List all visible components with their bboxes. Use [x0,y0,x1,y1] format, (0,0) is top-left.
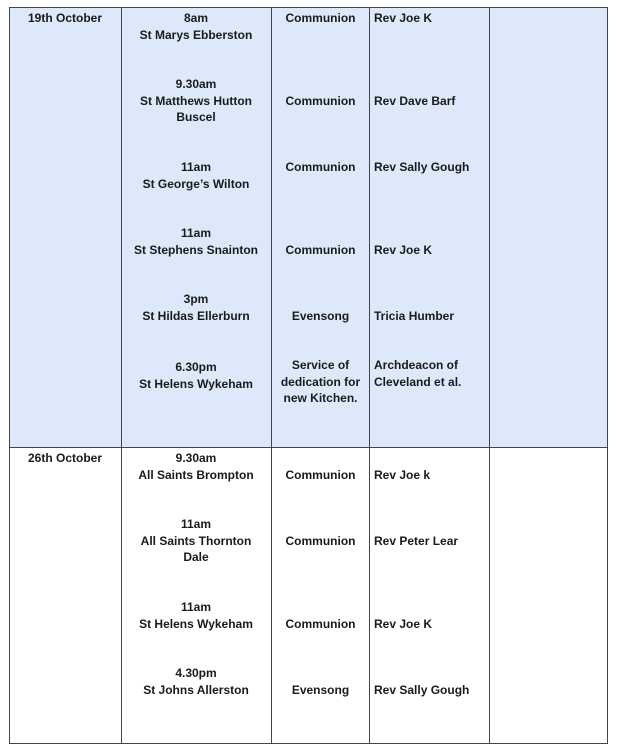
minister [374,357,488,390]
service-time-place [121,665,271,698]
service-type-line: Communion [285,243,356,257]
column-border [489,7,490,744]
service-type-line: dedication for [280,374,361,389]
service-type-line: Evensong [291,309,350,323]
service-type-line: Communion [285,534,356,548]
church-name: St Stephens Snainton [133,242,258,257]
column-border [9,7,10,744]
service-time: 6.30pm [175,360,217,374]
minister-line: Archdeacon of [374,358,459,372]
church-name: St Helens Wykeham [139,616,253,631]
service-time: 8am [183,11,209,25]
service-type-line: Service of [291,358,350,372]
minister [374,308,488,325]
minister [374,533,488,550]
service-type-line: Communion [285,11,356,25]
minister-line: Cleveland et al. [374,374,462,389]
service-time: 3pm [183,292,209,306]
service-time-place [121,291,271,324]
service-type [272,93,369,110]
section-date: 26th October [27,451,102,465]
service-time-place [121,359,271,392]
minister-line: Tricia Humber [374,309,455,323]
church-name: All Saints Brompton [138,467,254,482]
church-name: St Hildas Ellerburn [142,308,250,323]
service-type [272,242,369,259]
service-time: 11am [180,160,212,174]
service-type [272,357,369,407]
service-time: 9.30am [175,77,217,91]
section-divider [9,447,608,448]
service-type-line: Communion [285,617,356,631]
service-type-line: Communion [285,468,356,482]
minister [374,682,488,699]
column-border [607,7,608,744]
column-border [369,7,370,744]
service-time: 9.30am [175,451,217,465]
service-type-line: new Kitchen. [283,391,358,405]
service-time-place [121,225,271,258]
service-time-place [121,76,271,126]
church-name: St Helens Wykeham [139,376,253,391]
minister [374,93,488,110]
church-name: All Saints Thornton [140,533,252,548]
church-name: St George’s Wilton [142,176,250,191]
church-name: Dale [183,550,209,564]
church-name: St Johns Allerston [143,682,249,697]
minister [374,159,488,176]
section-date: 19th October [27,11,102,25]
service-time: 11am [180,226,212,240]
service-time-place [121,10,271,43]
service-time-place [121,599,271,632]
minister-line: Rev Dave Barf [374,94,456,108]
minister-line: Rev Joe K [374,11,433,25]
service-time: 4.30pm [175,666,217,680]
minister-line: Rev Joe K [374,243,433,257]
minister [374,10,488,27]
service-type-line: Communion [285,160,356,174]
service-type-line: Evensong [291,683,350,697]
service-type [272,308,369,325]
service-time-place [121,450,271,483]
church-name: Buscel [176,110,216,124]
service-type [272,467,369,484]
service-type-line: Communion [285,94,356,108]
minister-line: Rev Sally Gough [374,160,470,174]
service-time: 11am [180,600,212,614]
church-name: St Marys Ebberston [139,27,253,42]
minister-line: Rev Peter Lear [374,534,459,548]
service-time-place [121,159,271,192]
service-type [272,159,369,176]
minister [374,467,488,484]
table-border-top [9,7,608,8]
service-type [272,616,369,633]
service-type [272,533,369,550]
section-26th-october-background [9,447,608,743]
minister-line: Rev Joe k [374,468,431,482]
minister [374,616,488,633]
minister-line: Rev Joe K [374,617,433,631]
service-time-place [121,516,271,566]
table-border-bottom [9,743,608,744]
service-type [272,682,369,699]
service-time: 11am [180,517,212,531]
church-name: St Matthews Hutton [140,93,252,108]
service-type [272,10,369,27]
minister [374,242,488,259]
minister-line: Rev Sally Gough [374,683,470,697]
